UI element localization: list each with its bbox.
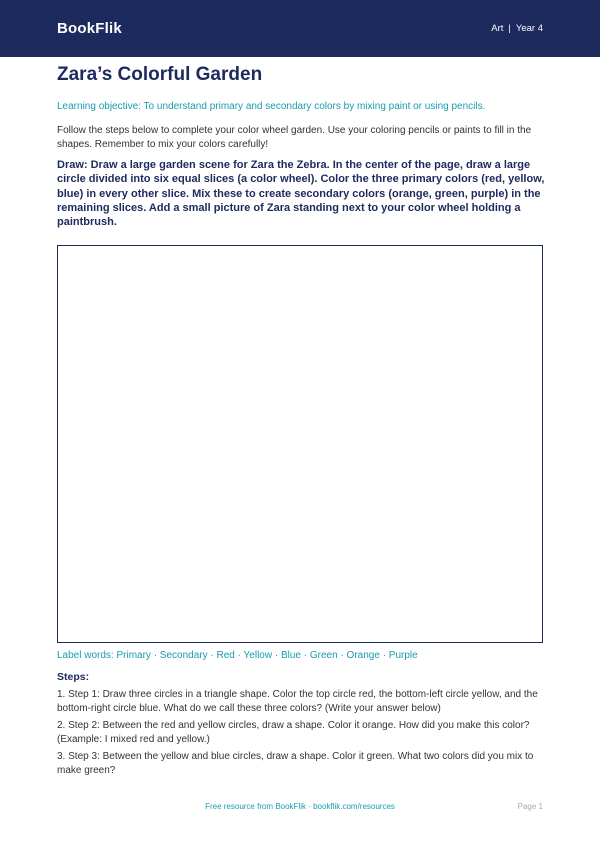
intro-text: Follow the steps below to complete your color wheel garden. Use your coloring pencils or paints to fill in the shapes. Remember to mix your colors carefully!: [57, 125, 532, 150]
subject-year: [491, 23, 543, 34]
separator: |: [508, 23, 511, 34]
subject-label: Art: [491, 23, 504, 34]
header-bar: [0, 0, 600, 57]
draw-instruction: Draw: Draw a large garden scene for Zara the Zebra. In the center of the page, draw a large circle divided into six equal slices (a color wheel). Color the three primary colors (red, yellow, blue) in every other slice. Mix these to create secondary colors (orange, green, purple) in the remaining slices. Add a small picture of Zara standing next to your color wheel holding a paintbrush.: [57, 159, 545, 229]
step-item: 1. Step 1: Draw three circles in a triangle shape. Color the top circle red, the bottom-left circle yellow, and the bottom-right circle blue. What do we call these three colors? (Write your answer below): [57, 689, 538, 714]
footer-text: Free resource from BookFlik · bookflik.com/resources: [205, 802, 395, 811]
page-title: Zara’s Colorful Garden: [57, 64, 263, 85]
label-words: Label words: Primary · Secondary · Red · Yellow · Blue · Green · Orange · Purple: [57, 650, 418, 661]
step-item: 3. Step 3: Between the yellow and blue circles, draw a shape. Color it green. What two colors did you mix to make green?: [57, 751, 534, 776]
year-label: Year 4: [515, 23, 543, 34]
steps-list: [57, 688, 547, 781]
page-number: Page 1: [517, 802, 543, 811]
drawing-area[interactable]: [57, 245, 543, 643]
learning-objective: Learning objective: To understand primary and secondary colors by mixing paint or using pencils.: [57, 101, 486, 112]
steps-heading: Steps:: [57, 671, 90, 683]
brand-logo: BookFlik: [57, 20, 122, 37]
step-item: 2. Step 2: Between the red and yellow circles, draw a shape. Color it orange. How did you make this color? (Example: I mixed red and yellow.): [57, 720, 530, 745]
